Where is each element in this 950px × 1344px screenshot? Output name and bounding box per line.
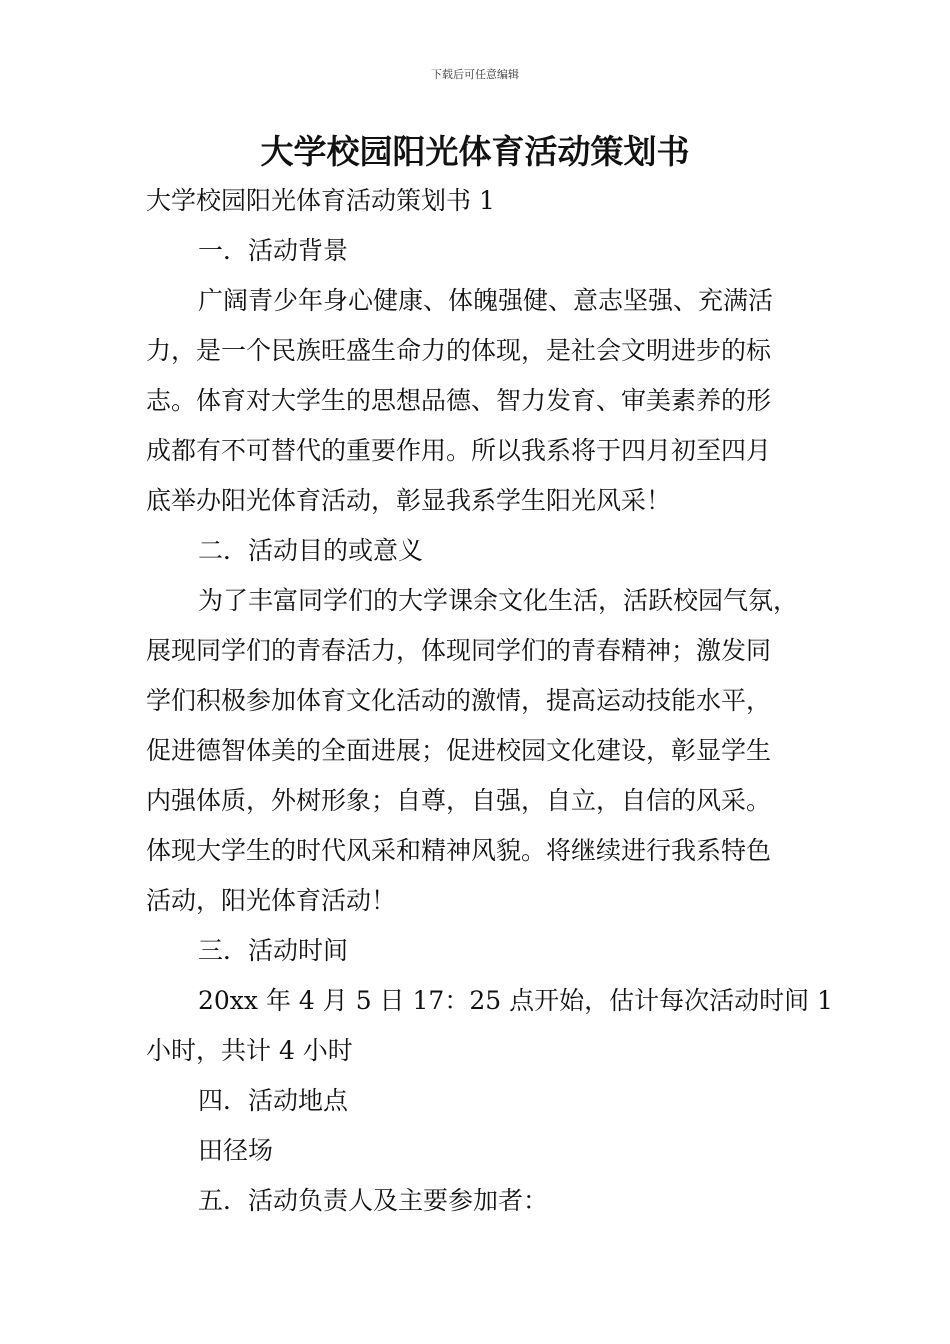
paragraph-line: 志。体育对大学生的思想品德、智力发育、审美素养的形 bbox=[146, 386, 772, 415]
section-heading-participants: 五．活动负责人及主要参加者： bbox=[198, 1186, 549, 1215]
paragraph-line: 田径场 bbox=[198, 1136, 274, 1165]
paragraph-line: 为了丰富同学们的大学课余文化生活，活跃校园气氛， bbox=[198, 586, 799, 615]
paragraph-line: 展现同学们的青春活力，体现同学们的青春精神；激发同 bbox=[146, 636, 772, 665]
paragraph-line: 20xx 年 4 月 5 日 17：25 点开始，估计每次活动时间 1 bbox=[198, 986, 833, 1015]
paragraph-line: 内强体质，外树形象；自尊，自强，自立，自信的风采。 bbox=[146, 786, 772, 815]
paragraph-line: 小时，共计 4 小时 bbox=[146, 1036, 353, 1065]
paragraph-line: 底举办阳光体育活动，彰显我系学生阳光风采！ bbox=[146, 486, 672, 515]
paragraph-line: 力，是一个民族旺盛生命力的体现，是社会文明进步的标 bbox=[146, 336, 772, 365]
document-body bbox=[146, 176, 833, 1226]
header-note: 下载后可任意编辑 bbox=[431, 68, 519, 81]
paragraph-line: 体现大学生的时代风采和精神风貌。将继续进行我系特色 bbox=[146, 836, 772, 865]
section-heading-purpose: 二．活动目的或意义 bbox=[198, 536, 424, 565]
paragraph-line: 活动，阳光体育活动！ bbox=[146, 886, 397, 915]
paragraph-line: 学们积极参加体育文化活动的激情，提高运动技能水平， bbox=[146, 686, 772, 715]
paragraph-line: 广阔青少年身心健康、体魄强健、意志坚强、充满活 bbox=[198, 286, 774, 315]
section-heading-time: 三．活动时间 bbox=[198, 936, 349, 965]
document-title: 大学校园阳光体育活动策划书 bbox=[260, 132, 690, 171]
section-heading-background: 一．活动背景 bbox=[198, 236, 349, 265]
document-subtitle: 大学校园阳光体育活动策划书 1 bbox=[146, 186, 495, 215]
paragraph-line: 促进德智体美的全面进展；促进校园文化建设，彰显学生 bbox=[146, 736, 772, 765]
section-heading-location: 四．活动地点 bbox=[198, 1086, 349, 1115]
paragraph-line: 成都有不可替代的重要作用。所以我系将于四月初至四月 bbox=[146, 436, 772, 465]
